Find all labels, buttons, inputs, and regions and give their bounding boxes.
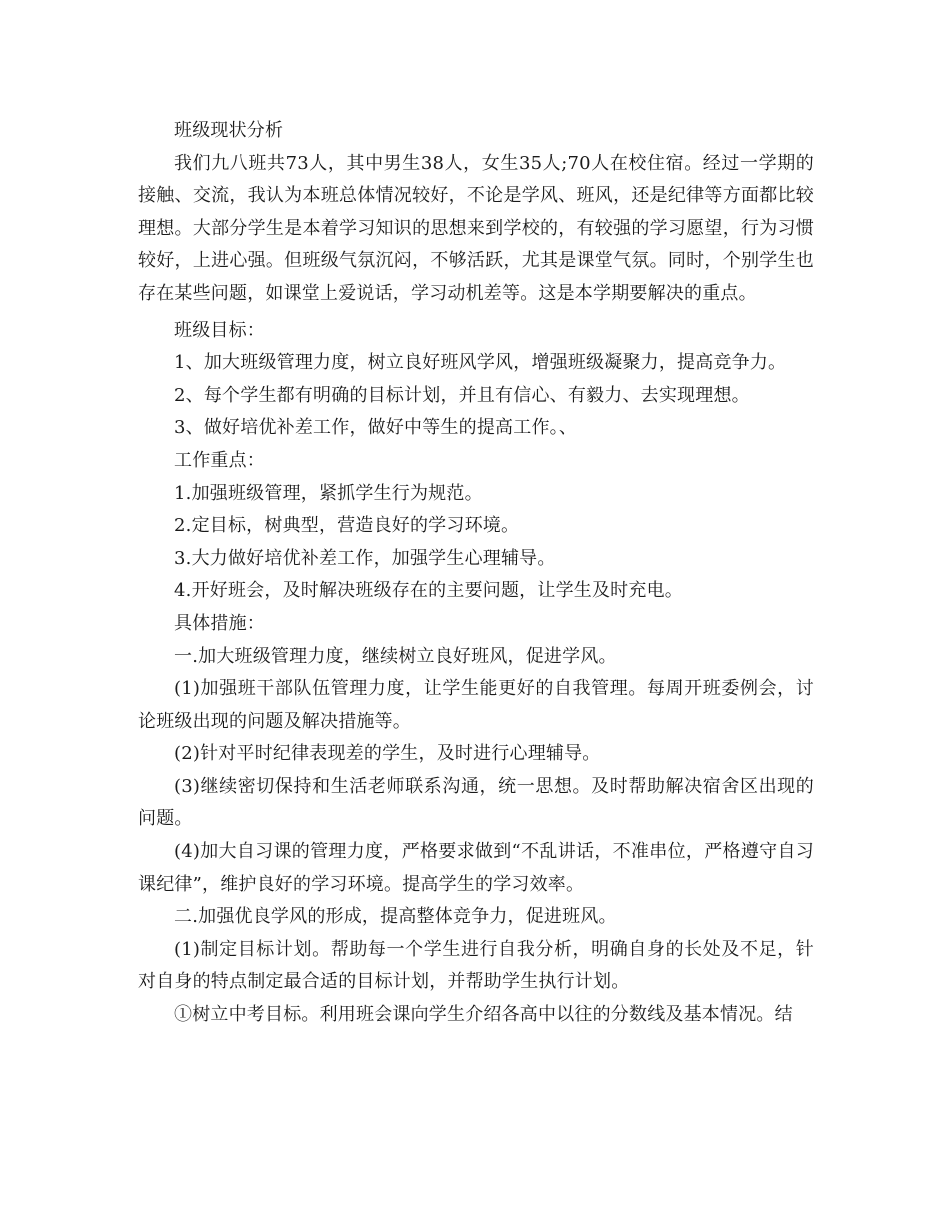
- goal-item-2: 2、每个学生都有明确的目标计划，并且有信心、有毅力、去实现理想。: [174, 384, 750, 406]
- section-heading-measures: 具体措施：: [174, 612, 265, 634]
- measure-item-1-1: (1)加强班干部队伍管理力度，让学生能更好的自我管理。每周开班委例会，讨论班级出现的问题及解决措施等。: [138, 678, 814, 732]
- measure-item-1-2: (2)针对平时纪律表现差的学生，及时进行心理辅导。: [174, 743, 601, 765]
- paragraph-status: 我们九八班共73人，其中男生38人，女生35人;70人在校住宿。经过一学期的接触、交流，我认为本班总体情况较好，不论是学风、班风，还是纪律等方面都比较理想。大部分学生是本着学习知识的思想来到学校的，有较强的学习愿望，行为习惯较好，上进心强。但班级气氛沉闷，不够活跃，尤其是课堂气氛。同时，个别学生也存在某些问题，如课堂上爱说话，学习动机差等。这是本学期要解决的重点。: [138, 152, 814, 304]
- measure-heading-1: 一.加大班级管理力度，继续树立良好班风，促进学风。: [174, 645, 617, 667]
- section-heading-goals: 班级目标：: [174, 319, 265, 341]
- measure-heading-2: 二.加强优良学风的形成，提高整体竞争力，促进班风。: [174, 906, 617, 928]
- focus-item-3: 3.大力做好培优补差工作，加强学生心理辅导。: [174, 547, 556, 569]
- section-heading-status: 班级现状分析: [174, 120, 284, 141]
- measure-item-2-1: (1)制定目标计划。帮助每一个学生进行自我分析，明确自身的长处及不足，针对自身的特点制定最合适的目标计划，并帮助学生执行计划。: [138, 938, 814, 993]
- goal-item-3: 3、做好培优补差工作，做好中等生的提高工作。、: [174, 417, 578, 439]
- section-heading-focus: 工作重点：: [174, 449, 265, 471]
- measure-subitem-2-1-1: ①树立中考目标。利用班会课向学生介绍各高中以往的分数线及基本情况。结: [174, 1004, 793, 1026]
- focus-item-4: 4.开好班会，及时解决班级存在的主要问题，让学生及时充电。: [174, 580, 683, 602]
- focus-item-1: 1.加强班级管理，紧抓学生行为规范。: [174, 482, 483, 504]
- document-page: [138, 115, 814, 1032]
- focus-item-2: 2.定目标，树典型，营造良好的学习环境。: [174, 515, 520, 537]
- goal-item-1: 1、加大班级管理力度，树立良好班风学风，增强班级凝聚力，提高竞争力。: [174, 352, 787, 374]
- measure-item-1-3: (3)继续密切保持和生活老师联系沟通，统一思想。及时帮助解决宿舍区出现的问题。: [138, 775, 814, 830]
- measure-item-1-4: (4)加大自习课的管理力度，严格要求做到“不乱讲话，不准串位，严格遵守自习课纪律”，维护良好的学习环境。提高学生的学习效率。: [138, 841, 814, 895]
